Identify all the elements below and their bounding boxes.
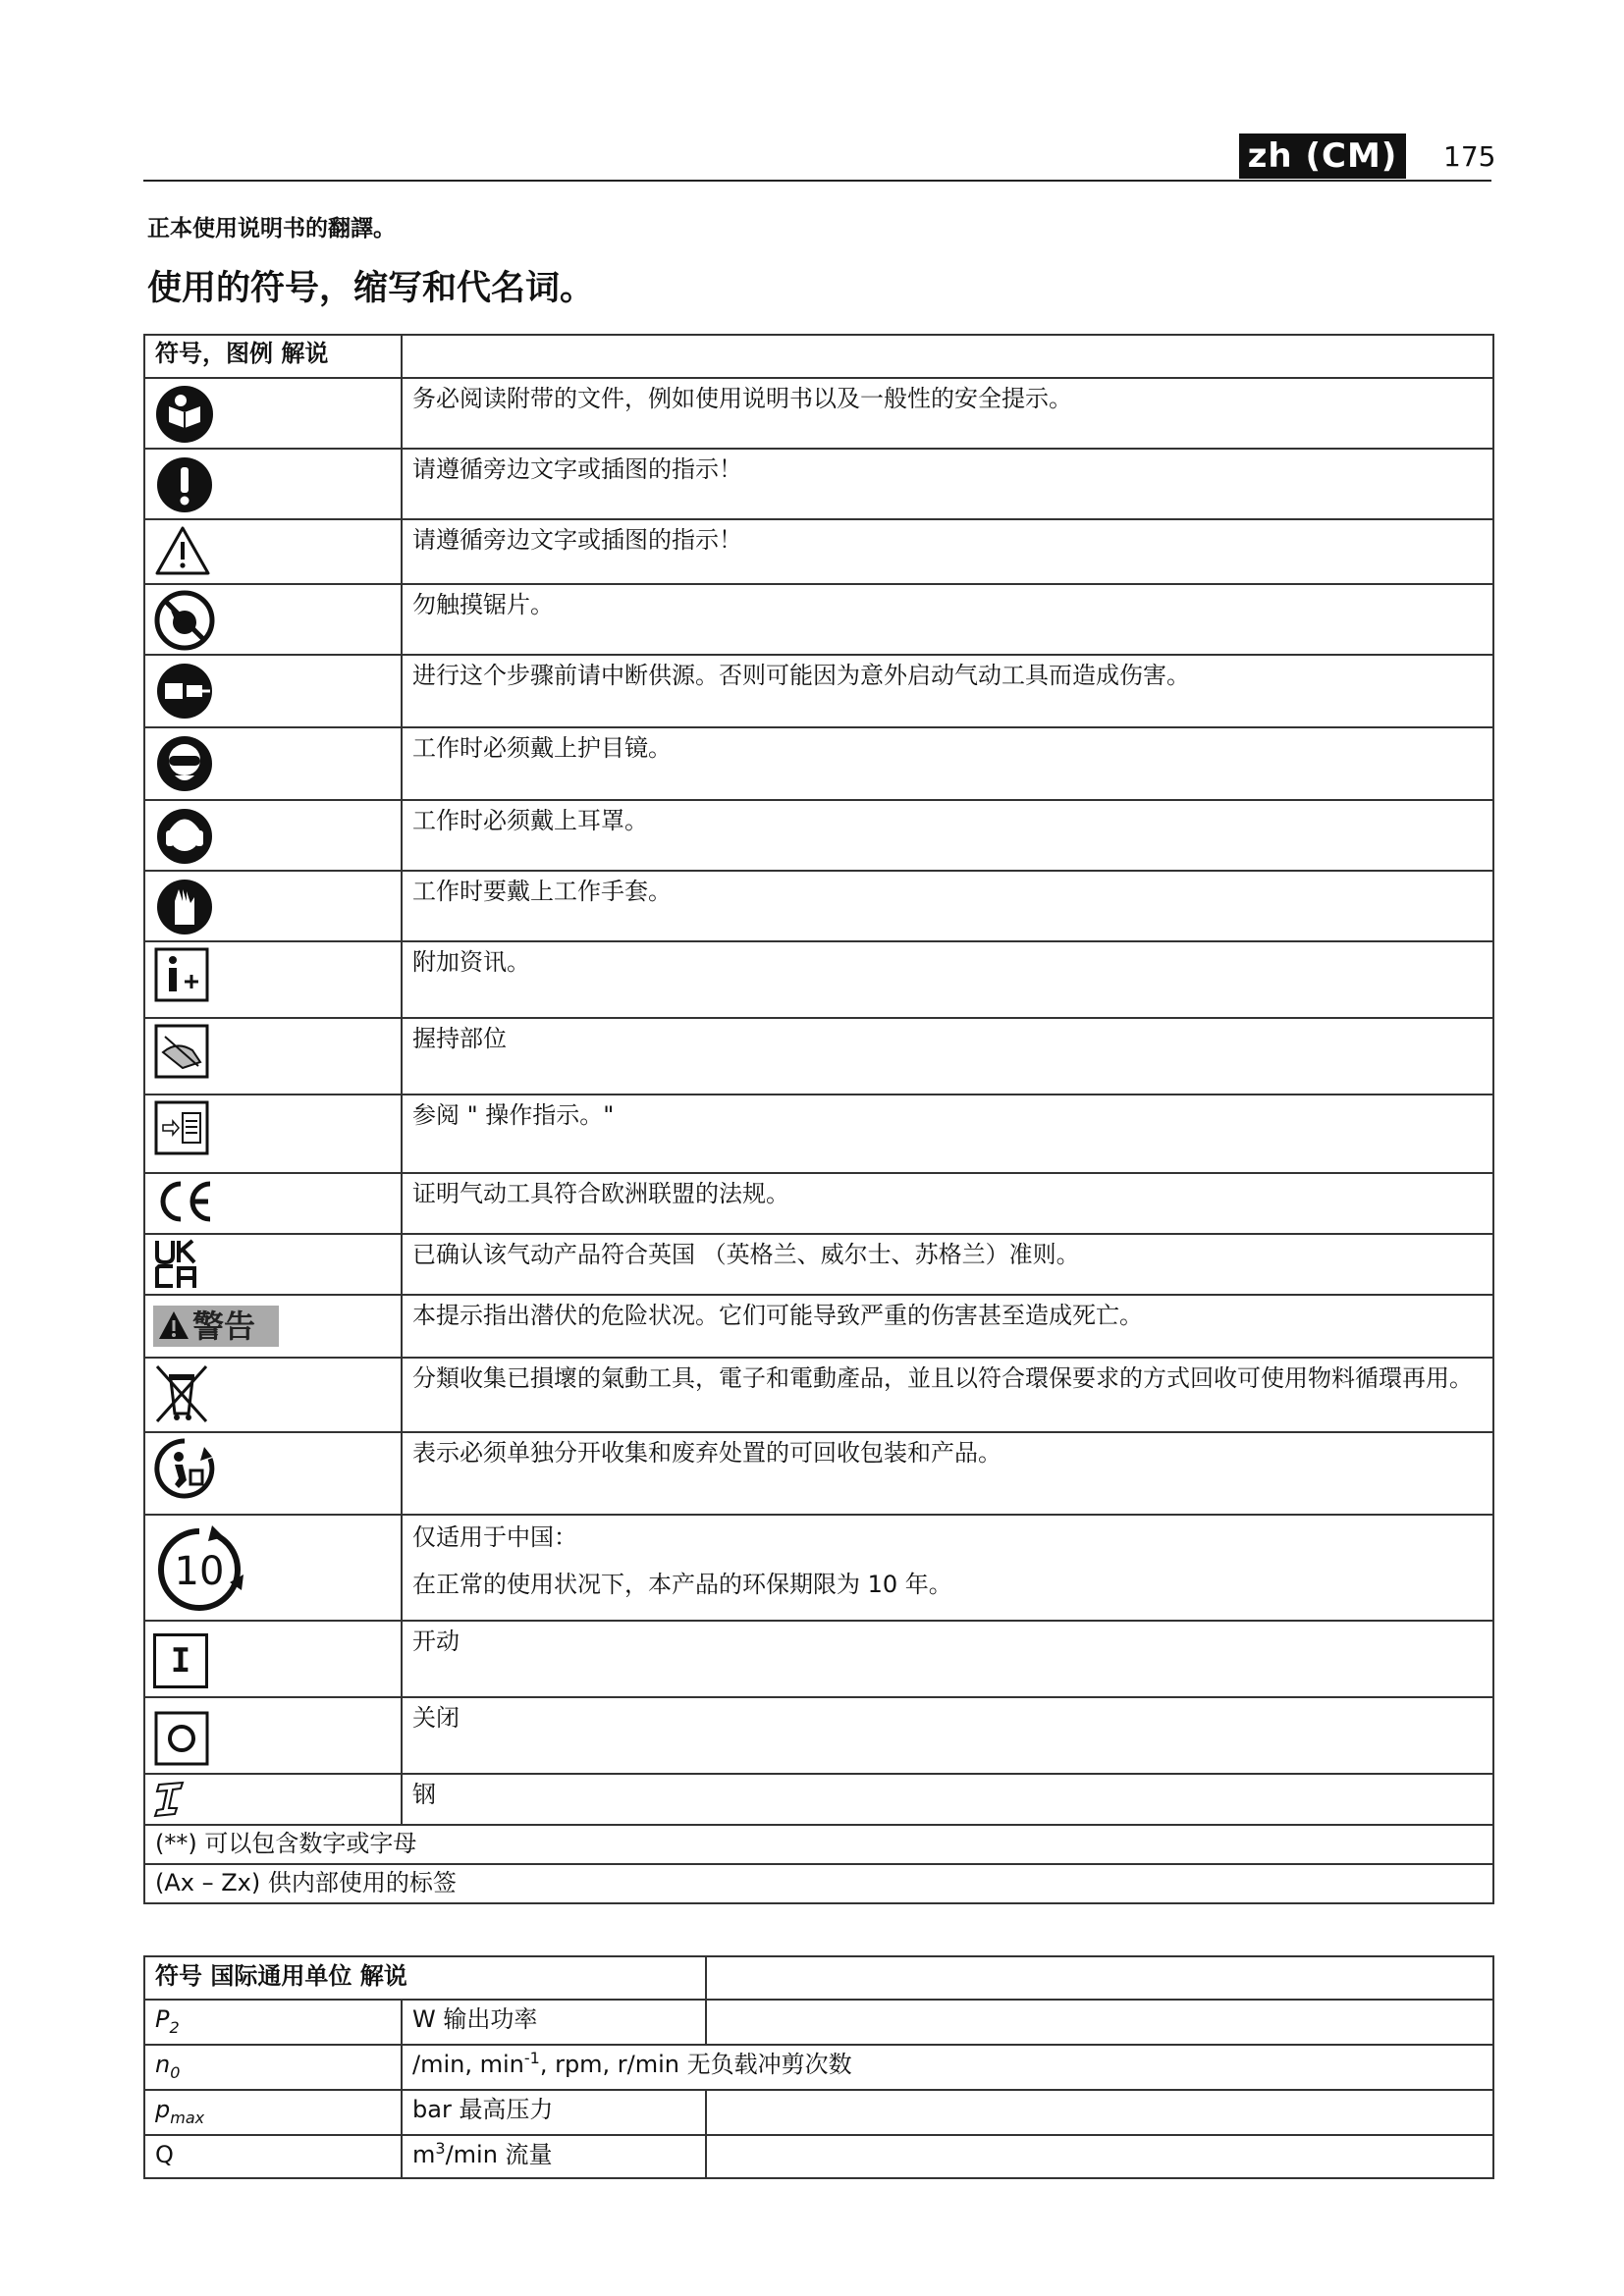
wear-goggles-icon	[153, 732, 216, 795]
unit-description: /min, $\min^{-1}$, rpm, r/min 无负载冲剪次数	[402, 2045, 1493, 2090]
row-description: 握持部位	[402, 1018, 1493, 1095]
row-description: 请遵循旁边文字或插图的指示！	[402, 519, 1493, 584]
row-description-text: 分類收集已損壞的氣動工具，電子和電動產品，並且以符合環保要求的方式回收可使用物料循環再用。	[412, 1364, 1473, 1392]
table-row	[144, 1095, 1493, 1173]
row-description: 钢	[402, 1774, 1493, 1825]
table-row	[144, 1358, 1493, 1432]
read-manual-icon	[153, 383, 216, 446]
table-row	[144, 1173, 1493, 1234]
disconnect-supply-icon	[153, 660, 216, 722]
ce-mark-icon	[153, 1178, 216, 1225]
steel-beam-icon	[153, 1779, 189, 1818]
row-description: 证明气动工具符合欧洲联盟的法规。	[402, 1173, 1493, 1234]
wear-ear-protection-icon	[153, 805, 216, 868]
recycle-person-icon	[153, 1437, 216, 1500]
row-description: 请遵循旁边文字或插图的指示！	[402, 449, 1493, 519]
units-table	[143, 1955, 1494, 2179]
table-row	[144, 800, 1493, 871]
table-row	[144, 1295, 1493, 1358]
unit-symbol: $n_0$	[144, 2045, 402, 2090]
warning-label-text: 警告	[192, 1308, 256, 1345]
table-row	[144, 655, 1493, 727]
unit-symbol: Q	[144, 2135, 402, 2178]
crossed-bin-icon	[153, 1362, 210, 1423]
row-description: 务必阅读附带的文件，例如使用说明书以及一般性的安全提示。	[402, 378, 1493, 449]
table-row	[144, 1774, 1493, 1825]
row-description: 开动	[402, 1621, 1493, 1697]
translation-note: 正本使用说明书的翻譯。	[147, 216, 396, 241]
table-row	[144, 1621, 1493, 1697]
see-instructions-icon	[153, 1099, 210, 1156]
power-off-icon	[153, 1710, 210, 1767]
table-row	[144, 584, 1493, 655]
units-header: 符号 国际通用单位 解说	[144, 1956, 706, 2000]
row-description: 工作时必须戴上耳罩。	[402, 800, 1493, 871]
table-row	[144, 378, 1493, 449]
symbols-header: 符号，图例 解说	[144, 335, 402, 378]
eco-years-number: 10	[174, 1549, 225, 1594]
table-row	[144, 1515, 1493, 1621]
unit-symbol: $p_{max}$	[144, 2090, 402, 2135]
table-note-row	[144, 1864, 1493, 1903]
wear-gloves-icon	[153, 876, 216, 938]
info-plus-icon	[153, 946, 210, 1003]
row-description: 关闭	[402, 1697, 1493, 1774]
mandatory-exclamation-icon	[153, 454, 216, 516]
table-row	[144, 2000, 1493, 2045]
power-on-icon: I	[153, 1633, 208, 1688]
row-description	[402, 1358, 1493, 1432]
table-row	[144, 1234, 1493, 1295]
table-note-row	[144, 1825, 1493, 1864]
language-badge: zh (CM)	[1239, 133, 1406, 179]
unit-description: $m^3/\min$ 流量	[402, 2135, 706, 2178]
table-row	[144, 941, 1493, 1018]
table-note: (**) 可以包含数字或字母	[144, 1825, 1493, 1864]
row-description: 进行这个步骤前请中断供源。否则可能因为意外启动气动工具而造成伤害。	[402, 655, 1493, 727]
row-description: 参阅 " 操作指示。"	[402, 1095, 1493, 1173]
table-header-row	[144, 1956, 1493, 2000]
warning-label-icon	[153, 1306, 279, 1347]
table-row	[144, 1018, 1493, 1095]
table-row	[144, 727, 1493, 800]
symbols-table	[143, 334, 1494, 1904]
page-title: 使用的符号，缩写和代名词。	[147, 269, 595, 308]
table-row	[144, 871, 1493, 941]
table-row	[144, 2135, 1493, 2178]
table-row	[144, 519, 1493, 584]
unit-symbol: $P_2$	[144, 2000, 402, 2045]
page-number: 175	[1443, 140, 1496, 173]
row-description: 表示必须单独分开收集和废弃处置的可回收包装和产品。	[402, 1432, 1493, 1515]
header-rule	[143, 180, 1491, 182]
table-header-row	[144, 335, 1493, 378]
row-description: 已确认该气动产品符合英国 （英格兰、威尔士、苏格兰）准则。	[402, 1234, 1493, 1295]
row-description: 工作时必须戴上护目镜。	[402, 727, 1493, 800]
row-description: 工作时要戴上工作手套。	[402, 871, 1493, 941]
grip-area-icon	[153, 1023, 210, 1080]
warning-triangle-icon	[153, 524, 212, 577]
table-note: (Ax – Zx) 供内部使用的标签	[144, 1864, 1493, 1903]
table-row	[144, 1697, 1493, 1774]
table-row	[144, 2045, 1493, 2090]
row-description-extra: 在正常的使用状况下，本产品的环保期限为 10 年。	[412, 1571, 952, 1598]
eco-10-years-icon	[153, 1523, 245, 1616]
row-description: 附加资讯。	[402, 941, 1493, 1018]
table-row	[144, 1432, 1493, 1515]
row-description: 本提示指出潜伏的危险状况。它们可能导致严重的伤害甚至造成死亡。	[402, 1295, 1493, 1358]
unit-description: bar 最高压力	[402, 2090, 706, 2135]
unit-description: W 输出功率	[402, 2000, 706, 2045]
no-touch-blade-icon	[153, 589, 216, 652]
row-description: 勿触摸锯片。	[402, 584, 1493, 655]
ukca-mark-icon	[153, 1239, 202, 1290]
table-row	[144, 449, 1493, 519]
table-row	[144, 2090, 1493, 2135]
row-description: 仅适用于中国：	[412, 1523, 577, 1551]
